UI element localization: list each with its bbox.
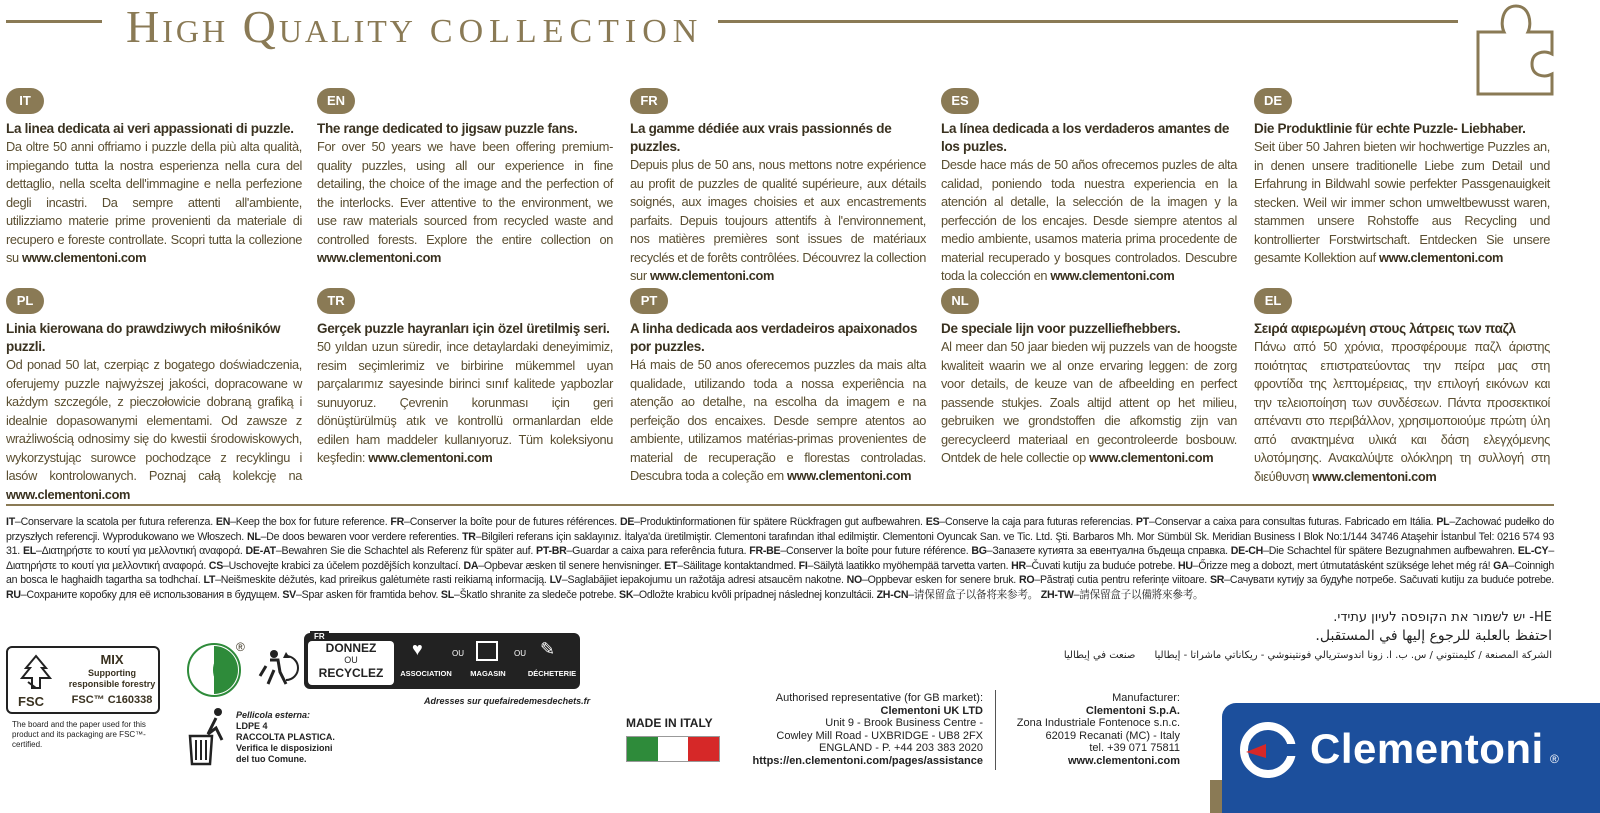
notice-lang-code: PT <box>1135 516 1149 528</box>
notice-lang-code: RO <box>1018 574 1035 587</box>
gb-rep-company: Clementoni UK LTD <box>880 704 983 717</box>
notice-lang-code: IT <box>6 516 15 528</box>
lang-heading: The range dedicated to jigsaw puzzle fans. <box>317 121 578 136</box>
lang-block-el <box>1254 288 1550 486</box>
lang-block-it <box>6 88 302 268</box>
lang-block-en <box>317 88 613 268</box>
lang-block-pt <box>630 288 926 486</box>
lang-badge: NL <box>941 288 979 314</box>
notice-text: –Bewahren Sie die Schachtel als Referenz für später auf. <box>275 545 536 558</box>
donnez-recyclez-box <box>304 633 580 689</box>
title-high-quality: High Quality <box>126 1 416 52</box>
lang-body: Seit über 50 Jahren bieten wir hochwertige Puzzles an, in denen unsere traditionelle Liebe zum Detail und Erfahrung in Bildwahl sowie perfekter Passgenauigkeit stecken. Weil wir immer schon umweltbewusst waren, stammen unsere Rohstoffe aus Recycling und kontrollierter Forstwirtschaft. Entdecken Sie unsere gesamte Kollektion auf www.clementoni.com <box>1254 139 1550 265</box>
notice-lang-code: EN <box>215 516 231 528</box>
notice-lang-code: ES <box>925 516 940 528</box>
lang-badge: ES <box>941 88 979 114</box>
lang-body: Od ponad 50 lat, czerpiąc z bogatego doświadczenia, oferujemy puzzle najwyższej jakości, dopracowane w każdym szczególe, z pieczołowicie dobraną grafiką i idealnie dopasowanymi elementami. Od zawsze z wrażliwością odnosimy się do kwestii środowiskowych, wykorzystując surowce pochodzące z recyklingu i lasów kontrolowanych. Poznaj całą kolekcję na www.clementoni.com <box>6 357 302 502</box>
notice-lang-code: NO <box>846 574 863 587</box>
gb-rep-address: ENGLAND - P. +44 203 383 2020 <box>819 742 983 755</box>
notice-text: –De doos bewaren voor verdere referenties. <box>260 530 463 543</box>
info-divider <box>995 690 996 770</box>
notice-text: –Škatlo shranite za sledeče potrebe. <box>453 588 620 601</box>
website-link[interactable]: www.clementoni.com <box>1312 468 1437 484</box>
notice-text: –Coinnigh an bosca le haghaidh tagartha sa todhchaí. <box>6 559 1555 587</box>
lang-heading: Gerçek puzzle hayranları için özel üretilmiş seri. <box>317 321 610 336</box>
opt-association: ASSOCIATION <box>400 669 452 678</box>
notice-text: –Guardar a caixa para referência futura. <box>566 545 750 558</box>
notice-lang-code: ZH-CN <box>876 588 909 601</box>
lang-badge: FR <box>630 88 668 114</box>
lang-heading: A linha dedicada aos verdadeiros apaixonados por puzzles. <box>630 321 918 354</box>
notice-lang-code: CS <box>208 559 224 572</box>
notice-lang-code: FR <box>390 516 405 528</box>
lang-heading: De speciale lijn voor puzzelliefhebbers. <box>941 321 1181 336</box>
recycle-address: Adresses sur quefairedemesdechets.fr <box>424 696 591 706</box>
notice-lang-code: SR <box>1209 574 1225 587</box>
ou-label: OU <box>452 649 464 658</box>
website-link[interactable]: www.clementoni.com <box>649 268 775 283</box>
film-line: Verifica le disposizioni <box>236 743 333 753</box>
notice-text: –Сохраните коробку для её использования в будущем. <box>20 588 283 601</box>
notice-text: –Oppbevar esken for senere bruk. <box>862 574 1019 587</box>
notice-lang-code: SK <box>619 588 634 601</box>
lang-badge: PL <box>6 288 44 314</box>
lang-heading: Die Produktlinie für echte Puzzle- Liebhaber. <box>1254 121 1526 136</box>
donnez-title: DONNEZ <box>325 641 377 655</box>
box-notice-multilingual <box>6 515 1554 603</box>
lang-heading: La linea dedicata ai veri appassionati di puzzle. <box>6 121 294 136</box>
fsc-tree-icon <box>14 652 58 692</box>
notice-lang-code: FR-BE <box>749 545 781 558</box>
notice-text: –Conservare la scatola per futura referenza. <box>14 516 216 528</box>
website-link[interactable]: www.clementoni.com <box>787 468 912 483</box>
lang-block-de <box>1254 88 1550 268</box>
lang-body: Há mais de 50 anos oferecemos puzzles da mais alta qualidade, utilizando toda a nossa experiência na atenção ao detalhe, na escolha da imagem e na perfeição dos encaixes. Desde sempre atentos ao ambiente, utilizamos matérias-primas provenientes de material de recuperação e florestas controladas. Descubra toda a coleção em www.clementoni.com <box>630 357 926 483</box>
lang-badge: DE <box>1254 88 1292 114</box>
made-in-italy-label: MADE IN ITALY <box>626 716 713 730</box>
manufacturer-address: Zona Industriale Fontenoce s.n.c. <box>1016 717 1180 730</box>
notice-text: –Keep the box for future reference. <box>230 516 391 528</box>
ou-label: OU <box>514 649 526 658</box>
fsc-note: The board and the paper used for this product and its packaging are FSC™-certified. <box>12 720 146 749</box>
flag-green <box>627 737 658 761</box>
film-line: LDPE 4 <box>236 721 268 731</box>
website-link[interactable]: www.clementoni.com <box>317 250 442 265</box>
lang-heading: La gamme dédiée aux vrais passionnés de puzzles. <box>630 121 892 154</box>
flag-white <box>658 737 689 761</box>
notice-text: –Conserver la boîte pour future référence. <box>780 545 972 558</box>
brand-name: Clementoni <box>1310 725 1544 772</box>
gb-rep-link[interactable]: https://en.clementoni.com/pages/assistance <box>752 754 983 767</box>
notice-lang-code: ET <box>664 559 678 572</box>
notice-text: –Сачувати кутију за будуће потребе. Sačuvati kutiju za buduće potrebe. <box>1224 574 1554 587</box>
notice-lang-code: NL <box>247 530 261 543</box>
notice-lang-code: FI <box>798 559 808 572</box>
section-divider <box>6 504 1554 506</box>
notice-lang-code: LT <box>203 574 216 587</box>
notice-text: –Die Schachtel für spätere Bezugnahmen aufbewahren. <box>1263 545 1518 558</box>
lang-body: 50 yıldan uzun süredir, ince detaylardaki deneyimimiz, resim seçimlerimiz ve birbirine mükemmel uyan parçalarımız sayesinde birinci sınıf kalitede yapbozlar sunuyoruz. Çevrenin korunması için geri dönüştürülmüş atık ve kontrollü ormanlardan elde edilen ham maddeler kullanıyoruz. Tüm koleksiyonu keşfedin: www.clementoni.com <box>317 339 613 465</box>
store-icon <box>476 641 498 661</box>
notice-text: –Säilitage kontaktandmed. <box>677 559 799 572</box>
opt-magasin: MAGASIN <box>470 669 506 678</box>
notice-lang-code: PT-BR <box>536 545 567 558</box>
notice-text: –Säilytä laatikko myöhempää tarvetta varten. <box>807 559 1012 572</box>
notice-lang-code: HR <box>1011 559 1026 572</box>
collection-title <box>126 0 703 53</box>
fr-tag: FR <box>310 631 329 642</box>
clementoni-logo-icon <box>1240 722 1296 778</box>
notice-text: –Produktinformationen für spätere Rückfragen gut aufbewahren. <box>634 516 926 528</box>
website-link[interactable]: www.clementoni.com <box>1379 250 1504 265</box>
fsc-line1: Supporting <box>88 668 136 678</box>
arabic-manufacturer: الشركة المصنعة / كليمنتوني / س. ب. ا. زونا اندوستريالي فونتينوشي - ريكاناتي ماشراتا - إيطاليا صنعت في إيطاليا <box>1063 650 1552 661</box>
lang-block-es <box>941 88 1237 286</box>
notice-lang-code: BG <box>971 545 987 558</box>
notice-text: –Conservar a caixa para consultas futuras. Fabricado em Itália. <box>1148 516 1437 528</box>
website-link[interactable]: www.clementoni.com <box>22 250 147 265</box>
notice-text: –Neišmeskite dėžutės, kad prireikus galėtumėte rasti reikiamą informaciją. <box>215 574 550 587</box>
gb-rep-label: Authorised representative (for GB market): <box>775 692 983 704</box>
lang-block-nl <box>941 288 1237 468</box>
fsc-logo <box>6 646 160 714</box>
notice-lang-code: DA <box>463 559 479 572</box>
gb-rep-address: Unit 9 - Brook Business Centre - <box>825 717 983 730</box>
notice-text: –Conserve la caja para futuras referencias. <box>939 516 1136 528</box>
lang-badge: PT <box>630 288 668 314</box>
notice-lang-code: EL-CY <box>1517 545 1549 558</box>
lang-body: Da oltre 50 anni offriamo i puzzle della più alta qualità, impiegando tutta la nostra esperienza nella cura del dettaglio, nella scelta dell'immagine e nella perfezione degli incastri. Da sempre attenti all'ambiente, utilizziamo materie prime provenienti da materiale di recupero e foreste controllate. Scopri tutta la collezione su www.clementoni.com <box>6 139 302 265</box>
notice-text: –Opbevar æsken til senere henvisninger. <box>478 559 665 572</box>
notice-text: –Bilgileri referans için saklayınız. İtalya'da üretilmiştir. Clementoni tarafından ithal edilmiştir. Clementoni Oyuncak San. ve Tic. Ltd. Şti. Barbaros Mh. Mor Sümbül Sk. Meridian Business I Blok No:1/144 34746 Ataşehir İstanbul Tel: 0216 574 93 31. <box>6 530 1554 558</box>
manufacturer-label: Manufacturer: <box>1112 692 1180 704</box>
gb-representative <box>753 692 983 768</box>
notice-lang-code: ZH-TW <box>1040 588 1074 601</box>
notice-text: –Őrizze meg a dobozt, mert útmutatásként szüksége lehet még rá! <box>1192 559 1494 572</box>
manufacturer-phone: tel. +39 071 75811 <box>1089 742 1180 755</box>
film-line: Pellicola esterna: <box>236 710 311 720</box>
title-collection: COLLECTION <box>429 13 704 50</box>
notice-text: –Čuvati kutiju za buduće potrebe. <box>1025 559 1178 572</box>
lang-heading: Linia kierowana do prawdziwych miłośników puzzli. <box>6 321 281 354</box>
notice-text: –Conserver la boîte pour de futures références. <box>404 516 620 528</box>
waste-bin-icon <box>186 706 230 766</box>
brand-registered: ® <box>1550 752 1559 766</box>
website-link[interactable]: www.clementoni.com <box>1089 450 1214 465</box>
manufacturer-company: Clementoni S.p.A. <box>1085 704 1180 717</box>
website-link[interactable]: www.clementoni.com <box>6 486 131 502</box>
italy-flag <box>626 736 720 762</box>
notice-text: –Διατηρήστε το κουτί για μελλοντική αναφορά. <box>35 545 246 558</box>
film-info <box>236 710 335 765</box>
manufacturer-info <box>1017 692 1180 768</box>
lang-block-tr <box>317 288 613 468</box>
notice-lang-code: GA <box>1493 559 1509 572</box>
lang-badge: IT <box>6 88 44 114</box>
green-dot-recycle-icon <box>186 642 242 698</box>
header-rule-right <box>718 20 1458 23</box>
website-link[interactable]: www.clementoni.com <box>1050 268 1175 283</box>
notice-text: –Uschovejte krabici za účelem pozdějších konzultací. <box>223 559 464 572</box>
notice-text: –Διατηρήστε το κουτί για μελλοντική αναφορά. <box>6 545 1555 572</box>
header-rule-left <box>6 20 102 23</box>
notice-lang-code: HU <box>1177 559 1193 572</box>
wrench-icon: ✎ <box>540 639 556 659</box>
notice-text: –请保留盒子以备将来参考。 <box>908 588 1041 601</box>
arabic-notice: احتفظ بالعلبة للرجوع إليها في المستقبل. <box>1315 628 1552 644</box>
notice-lang-code: TR <box>462 530 476 543</box>
flag-red <box>688 737 719 761</box>
opt-decheterie: DÉCHETERIE <box>527 669 577 678</box>
notice-lang-code: SL <box>440 588 454 601</box>
manufacturer-link[interactable]: www.clementoni.com <box>1067 754 1180 767</box>
notice-text: –Saglabājiet iepakojumu un ražotāja adresi atsaucēm nakotne. <box>561 574 847 587</box>
hands-heart-icon: ♥ <box>412 639 423 659</box>
recyclez-title: RECYCLEZ <box>318 666 384 680</box>
lang-body: Al meer dan 50 jaar bieden wij puzzels van de hoogste kwaliteit waarin we al onze ervaring leggen: de zorg voor details, de keuze van de afbeelding en perfect passende stukjes. Zoals altijd attent op het milieu, gebruiken we grondstoffen die afkomstig zijn van gerecycleerd materiaal en gecontroleerde bosbouw. Ontdek de hele collectie op www.clementoni.com <box>941 339 1237 465</box>
lang-heading: La línea dedicada a los verdaderos amantes de los puzles. <box>941 121 1230 154</box>
website-link[interactable]: www.clementoni.com <box>368 450 493 465</box>
notice-lang-code: EL <box>22 545 36 558</box>
puzzle-piece-icon <box>1476 0 1556 98</box>
donnez-panel <box>308 641 394 685</box>
manufacturer-address: 62019 Recanati (MC) - Italy <box>1045 729 1180 742</box>
lang-body: For over 50 years we have been offering premium-quality puzzles, using all our experience in fine detailing, the choice of the image and the perfection of the interlocks. Ever attentive to the environment, we use raw materials sourced from recycled waste and controlled forests. Explore the entire collection on www.clementoni.com <box>317 139 613 265</box>
lang-badge: TR <box>317 288 355 314</box>
notice-lang-code: LV <box>549 574 562 587</box>
lang-block-pl <box>6 288 302 504</box>
notice-lang-code: DE <box>619 516 635 528</box>
fsc-code: FSC™ C160338 <box>71 694 153 706</box>
lang-badge: EL <box>1254 288 1292 314</box>
notice-text: –Spar asken för framtida behov. <box>295 588 441 601</box>
notice-lang-code: RU <box>6 588 21 601</box>
lang-body: Desde hace más de 50 años ofrecemos puzles de alta calidad, poniendo toda nuestra experiencia en la atención al detalle, la selección de la imagen y la perfección de los encajes. Desde siempre atentos al medio ambiente, usamos materia prima procedente de material recuperado y bosques controlados. Descubre toda la colección en www.clementoni.com <box>941 157 1237 283</box>
fsc-line2: responsible forestry <box>68 679 156 689</box>
notice-text: –請保留盒子以備將來參考。 <box>1073 588 1204 601</box>
lang-body: Depuis plus de 50 ans, nous mettons notre expérience au profit de puzzles de qualité supérieure, aux détails soignés, aux images choisies et aux encastrements parfaits. Depuis toujours attentifs à l'environnement, nos matières premières sont issues de matériaux recyclés et de forêts contrôlées. Découvrez la collection sur www.clementoni.com <box>630 157 926 283</box>
lang-heading: Σειρά αφιερωμένη στους λάτρεις των παζλ <box>1254 321 1516 336</box>
fsc-label: FSC <box>18 694 44 709</box>
registered-mark: ® <box>236 640 245 654</box>
notice-lang-code: DE-AT <box>245 545 276 558</box>
lang-badge: EN <box>317 88 355 114</box>
film-line: RACCOLTA PLASTICA. <box>236 732 335 742</box>
notice-text: –Zachować pudełko do przyszłych referencji. Wyprodukowano we Włoszech. <box>6 516 1554 543</box>
notice-text: –Запазете кутията за евентуална бъдеща справка. <box>986 545 1231 558</box>
notice-text: –Păstrați cutia pentru referințe viitoare. <box>1034 574 1210 587</box>
hebrew-notice: HE- יש לשמור את הקופסה לעיון עתידי. <box>1333 610 1552 625</box>
notice-lang-code: PL <box>1436 516 1450 528</box>
gb-rep-address: Cowley Mill Road - UXBRIDGE - UB8 2FX <box>776 729 983 742</box>
notice-text: –Odložte krabicu kvôli prípadnej následnej konzultácii. <box>633 588 877 601</box>
notice-lang-code: DE-CH <box>1230 545 1264 558</box>
lang-body: Πάνω από 50 χρόνια, προσφέρουμε παζλ άριστης ποιότητας επιστρατεύοντας την πείρα μας στη φροντίδα της λεπτομέρειας, την επιλογή εικόνων και την τελειοποίηση των συνδέσεων. Πάντα προσεκτικοί απέναντι στο περιβάλλον, χρησιμοποιούμε πρώτη ύλη από ανακτημένα υλικά και δάση ελεγχόμενης υλοτόμησης. Ανακαλύψτε ολόκληρη τη συλλογή στη διεύθυνση www.clementoni.com <box>1254 339 1550 484</box>
triman-icon <box>256 646 302 692</box>
fsc-mix: MIX <box>100 652 124 667</box>
film-line: del tuo Comune. <box>236 754 307 764</box>
donnez-ou: OU <box>344 655 358 665</box>
lang-block-fr <box>630 88 926 286</box>
notice-lang-code: SV <box>282 588 296 601</box>
